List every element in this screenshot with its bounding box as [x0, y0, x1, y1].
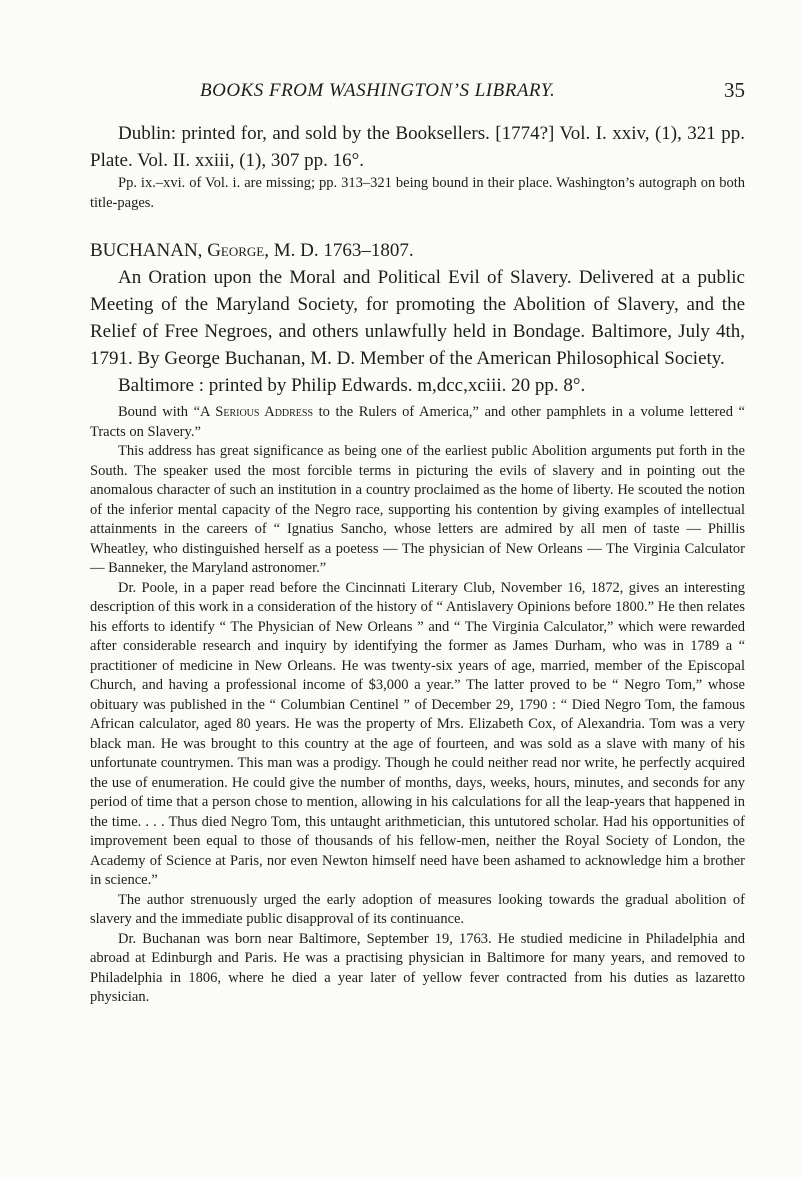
binding-note: Bound with “A Serious Address to the Rulers of America,” and other pamphlets in a volume lettered “ Tracts on Slavery.”	[90, 404, 745, 440]
commentary-paragraph: The author strenuously urged the early adoption of measures looking towards the gradual abolition of slavery and the immediate public disapproval of its continuance.	[90, 891, 745, 927]
entry-note: Pp. ix.–xvi. of Vol. i. are missing; pp. 313–321 being bound in their place. Washington’s autograph on both title-pages.	[90, 175, 745, 211]
entry-heading	[90, 237, 745, 264]
commentary-paragraph: This address has great significance as being one of the earliest public Abolition arguments put forth in the South. The speaker used the most forcible terms in picturing the evils of slavery and in pointing out the anomalous character of such an institution in a country proclaimed as the home of liberty. He scouted the notion of the inferior mental capacity of the Negro race, supporting his contention by giving examples of intellectual attainments in the careers of “ Ignatius Sancho, whose letters are admired by all men of taste — Phillis Wheatley, who distinguished herself as a poetess — The physician of New Orleans — The Virginia Calculator — Banneker, the Maryland astronomer.”	[90, 443, 745, 576]
commentary-paragraph: Dr. Buchanan was born near Baltimore, September 19, 1763. He studied medicine in Philadelphia and abroad at Edinburgh and Paris. He was a practising physician in Baltimore for many years, and removed to Philadelphia in 1806, where he died a year later of yellow fever contracted from his duties as lazaretto physician.	[90, 930, 745, 1005]
author-name-dates: George, M. D. 1763–1807.	[207, 240, 414, 261]
running-title: BOOKS FROM WASHINGTON’S LIBRARY.	[200, 80, 556, 101]
entry-imprint: Baltimore : printed by Philip Edwards. m,dcc,xciii. 20 pp. 8°.	[118, 375, 586, 396]
entry-continued	[90, 120, 745, 213]
entry-buchanan	[90, 237, 745, 1008]
entry-title: An Oration upon the Moral and Political Evil of Slavery. Delivered at a public Meeting of the Maryland Society, for promoting the Abolition of Slavery, and the Relief of Free Negroes, and others unlawfully held in Bondage. Baltimore, July 4th, 1791. By George Buchanan, M. D. Member of the American Philosophical Society.	[90, 267, 745, 369]
author-surname: BUCHANAN,	[90, 240, 203, 261]
bound-with-title: A Serious Address	[200, 404, 314, 420]
commentary-paragraph: Dr. Poole, in a paper read before the Cincinnati Literary Club, November 16, 1872, gives an interesting description of this work in a consideration of the history of “ Antislavery Opinions before 1800.” He then relates his efforts to identify “ The Physician of New Orleans ” and “ The Virginia Calculator,” which were rewarded after considerable research and inquiry by identifying the former as James Durham, who was in 1789 a “ practitioner of medicine in New Orleans. He was twenty-six years of age, married, member of the Episcopal Church, and having a professional income of $3,000 a year.” The latter proved to be “ Negro Tom,” whose obituary was published in the “ Columbian Centinel ” of December 29, 1790 : “ Died Negro Tom, the famous African calculator, aged 80 years. He was the property of Mrs. Elizabeth Cox, of Alexandria. Tom was a very black man. He was brought to this country at the age of fourteen, and was sold as a slave with many of his unfortunate countrymen. This man was a prodigy. Though he could neither read nor write, he perfectly acquired the use of enumeration. He could give the number of months, days, weeks, hours, minutes, and seconds for any period of time that a person chose to mention, allowing in his calculations for all the leap-years that happened in the time. . . . Thus died Negro Tom, this untaught arithmetician, this untutored scholar. Had his opportunities of improvement been equal to those of thousands of his fellow-men, neither the Royal Society of London, the Academy of Science at Paris, nor even Newton himself need have been ashamed to acknowledge him a brother in science.”	[90, 579, 745, 888]
page-number: 35	[724, 78, 745, 102]
entry-imprint: Dublin: printed for, and sold by the Booksellers. [1774?] Vol. I. xxiv, (1), 321 pp. Plate. Vol. II. xxiii, (1), 307 pp. 16°.	[90, 123, 745, 171]
running-head	[90, 80, 745, 110]
book-page	[90, 80, 745, 1008]
